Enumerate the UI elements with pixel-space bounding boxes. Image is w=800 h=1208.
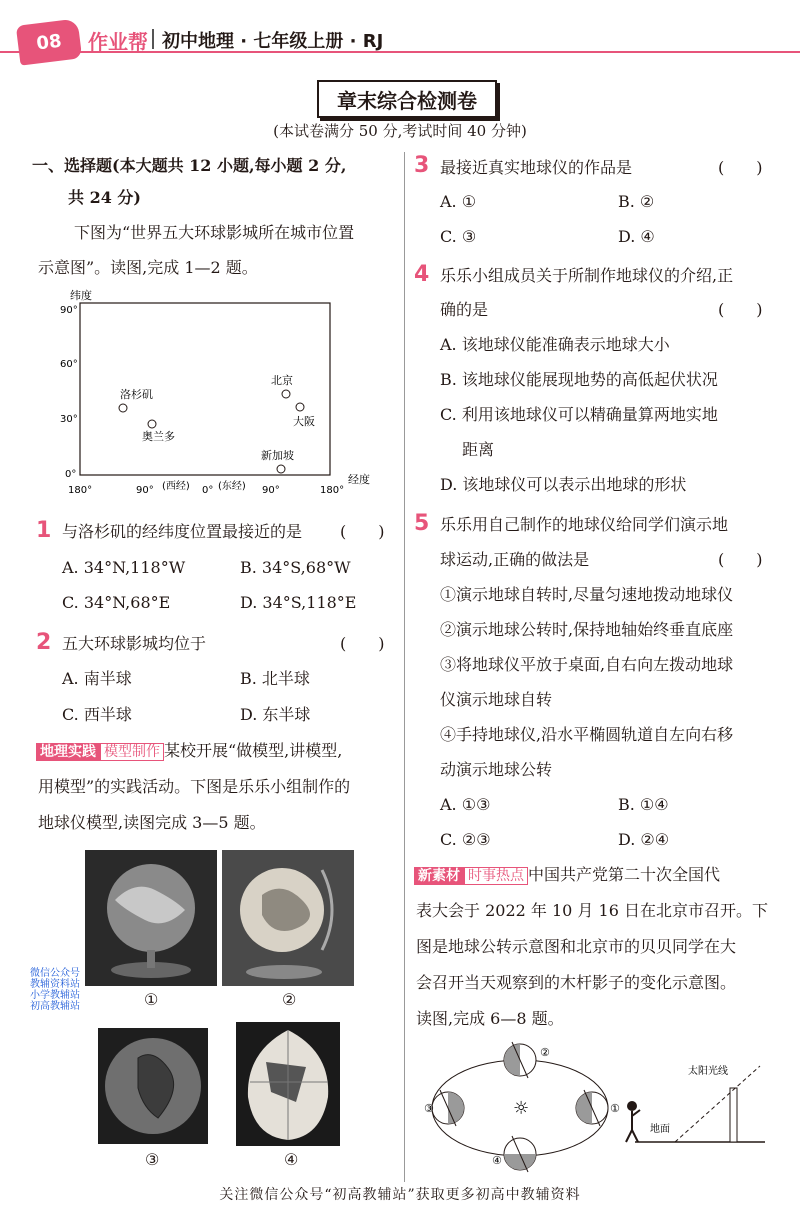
question-2-number: 2: [36, 630, 52, 655]
city-beijing: 北京: [271, 374, 293, 387]
question-3-option-a[interactable]: A. ①: [440, 192, 477, 211]
city-los-angeles: 洛杉矶: [120, 388, 153, 401]
x-tick-west-label: (西经): [162, 481, 190, 492]
question-5-option-c[interactable]: C. ②③: [440, 830, 491, 849]
page-title: 章末综合检测卷: [317, 80, 497, 118]
city-osaka: 大阪: [293, 415, 315, 428]
photo-caption-3: ③: [145, 1150, 160, 1169]
intro-text-cont: 示意图”。读图,完成 1—2 题。: [38, 258, 258, 277]
x-tick-90w: 90°: [136, 485, 154, 496]
beijing-marker: [282, 390, 290, 398]
brand-name: 作业帮: [88, 30, 148, 54]
question-2-answer-blank[interactable]: ( ): [340, 634, 385, 653]
x-tick-90e: 90°: [262, 485, 280, 496]
question-1-option-b[interactable]: B. 34°S,68°W: [240, 558, 351, 577]
question-5-option-a[interactable]: A. ①③: [440, 795, 491, 814]
earth-revolution-diagram: [420, 1036, 780, 1178]
wooden-pole: [730, 1088, 737, 1142]
question-1-option-d[interactable]: D. 34°S,118°E: [240, 593, 357, 612]
x-tick-180e: 180°: [320, 485, 345, 496]
section-heading: 一、选择题(本大题共 12 小题,每小题 2 分,: [32, 156, 347, 175]
question-3-number: 3: [414, 153, 430, 178]
page-number-badge: 08: [16, 18, 82, 65]
y-tick-60: 60°: [60, 359, 78, 370]
x-tick-0: 0°: [202, 485, 214, 496]
question-4-option-d[interactable]: D. 该地球仪可以表示出地球的形状: [440, 475, 687, 494]
news-text-1: 中国共产党第二十次全国代: [528, 865, 721, 884]
question-1-option-a[interactable]: A. 34°N,118°W: [62, 558, 186, 577]
x-tick-180w: 180°: [68, 485, 93, 496]
y-tick-30: 30°: [60, 414, 78, 425]
question-5-answer-blank[interactable]: ( ): [718, 550, 763, 569]
question-5-option-b[interactable]: B. ①④: [618, 795, 669, 814]
earth-position-1: [576, 1090, 608, 1126]
practice-intro: [36, 740, 342, 763]
orlando-marker: [148, 420, 156, 428]
intro-text: 下图为“世界五大环球影城所在城市位置: [74, 223, 355, 242]
y-tick-0: 0°: [65, 469, 77, 480]
question-5-statement-1: ①演示地球自转时,尽量匀速地拨动地球仪: [440, 585, 734, 604]
tag-model-making: 模型制作: [100, 743, 164, 761]
orbit-label-4: ④: [492, 1154, 502, 1167]
orbit-label-1: ①: [610, 1102, 620, 1115]
globe-photo-4: [236, 1022, 340, 1146]
x-tick-east-label: (东经): [218, 481, 246, 492]
globe-photo-3: [98, 1028, 208, 1144]
y-tick-90: 90°: [60, 305, 78, 316]
globe-photo-2: [222, 850, 354, 986]
question-5-number: 5: [414, 511, 430, 536]
question-4-stem: 乐乐小组成员关于所制作地球仪的介绍,正: [440, 266, 734, 285]
question-3-option-b[interactable]: B. ②: [618, 192, 655, 211]
photo-caption-1: ①: [144, 990, 159, 1009]
y-axis-label: 纬度: [70, 289, 92, 302]
question-4-answer-blank[interactable]: ( ): [718, 300, 763, 319]
question-1-option-c[interactable]: C. 34°N,68°E: [62, 593, 171, 612]
photo-caption-4: ④: [284, 1150, 299, 1169]
news-intro: [414, 864, 720, 887]
question-1-answer-blank[interactable]: ( ): [340, 522, 385, 541]
question-2-option-b[interactable]: B. 北半球: [240, 669, 310, 688]
tag-new-material: 新素材: [414, 867, 464, 885]
news-text-5: 读图,完成 6—8 题。: [416, 1009, 564, 1028]
question-5-statement-2: ②演示地球公转时,保持地轴始终垂直底座: [440, 620, 734, 639]
tag-current-events: 时事热点: [464, 867, 528, 885]
practice-text-1: 某校开展“做模型,讲模型,: [164, 741, 343, 760]
question-4-option-c[interactable]: C. 利用该地球仪可以精确量算两地实地: [440, 405, 718, 424]
question-4-option-b[interactable]: B. 该地球仪能展现地势的高低起伏状况: [440, 370, 718, 389]
question-3-option-d[interactable]: D. ④: [618, 227, 655, 246]
question-4-stem-cont: 确的是: [440, 300, 489, 319]
question-5-statement-3: ③将地球仪平放于桌面,自右向左拨动地球: [440, 655, 734, 674]
footer-note: 关注微信公众号“初高教辅站”获取更多初高中教辅资料: [219, 1187, 581, 1203]
section-heading-cont: 共 24 分): [68, 188, 141, 207]
question-5-statement-4-cont: 动演示地球公转: [440, 760, 553, 779]
globe-photo-1: [85, 850, 217, 986]
sunlight-ray: [675, 1066, 760, 1142]
orbit-label-2: ②: [540, 1046, 550, 1059]
question-2-option-a[interactable]: A. 南半球: [62, 669, 132, 688]
question-1-number: 1: [36, 518, 52, 543]
practice-text-2: 用模型”的实践活动。下图是乐乐小组制作的: [38, 777, 351, 796]
question-2-option-d[interactable]: D. 东半球: [240, 705, 311, 724]
question-4-number: 4: [414, 262, 430, 287]
orbit-label-3: ③: [424, 1102, 434, 1115]
question-5-statement-3-cont: 仪演示地球自转: [440, 690, 553, 709]
watermark-stamp: 微信公众号 教辅资料站 小学教辅站 初高教辅站: [30, 968, 80, 1012]
singapore-marker: [277, 465, 285, 473]
exam-info: (本试卷满分 50 分,考试时间 40 分钟): [273, 122, 527, 140]
osaka-marker: [296, 403, 304, 411]
earth-position-3: [432, 1090, 464, 1126]
news-text-2: 表大会于 2022 年 10 月 16 日在北京市召开。下: [416, 901, 768, 920]
x-axis-label: 经度: [348, 473, 370, 486]
question-3-stem: 最接近真实地球仪的作品是: [440, 158, 633, 177]
practice-text-3: 地球仪模型,读图完成 3—5 题。: [38, 813, 266, 832]
question-2-option-c[interactable]: C. 西半球: [62, 705, 132, 724]
city-singapore: 新加坡: [261, 449, 294, 462]
column-divider: [404, 152, 405, 1182]
book-subject: 初中地理 · 七年级上册 · RJ: [162, 31, 384, 52]
photo-caption-2: ②: [282, 990, 297, 1009]
question-2-stem: 五大环球影城均位于: [62, 634, 207, 653]
sun-icon: ☼: [513, 1098, 530, 1119]
los-angeles-marker: [119, 404, 127, 412]
sunlight-label: 太阳光线: [688, 1066, 728, 1077]
question-4-option-c-cont[interactable]: 距离: [462, 440, 495, 459]
student-figure: [626, 1101, 640, 1142]
earth-position-2: [504, 1042, 536, 1078]
question-3-option-c[interactable]: C. ③: [440, 227, 477, 246]
question-3-answer-blank[interactable]: ( ): [718, 158, 763, 177]
universal-studios-location-map: [40, 285, 390, 500]
question-5-stem: 乐乐用自己制作的地球仪给同学们演示地: [440, 515, 729, 534]
question-1-stem: 与洛杉矶的经纬度位置最接近的是: [62, 522, 303, 541]
tag-geography-practice: 地理实践: [36, 743, 100, 761]
question-5-statement-4: ④手持地球仪,沿水平椭圆轨道自左向右移: [440, 725, 734, 744]
ground-label: 地面: [650, 1124, 670, 1135]
question-4-option-a[interactable]: A. 该地球仪能准确表示地球大小: [440, 335, 670, 354]
question-5-stem-cont: 球运动,正确的做法是: [440, 550, 590, 569]
news-text-4: 会召开当天观察到的木杆影子的变化示意图。: [416, 973, 737, 992]
header-separator: [152, 29, 154, 49]
earth-position-4: [504, 1136, 536, 1172]
news-text-3: 图是地球公转示意图和北京市的贝贝同学在大: [416, 937, 737, 956]
city-orlando: 奥兰多: [142, 430, 175, 443]
question-5-option-d[interactable]: D. ②④: [618, 830, 670, 849]
